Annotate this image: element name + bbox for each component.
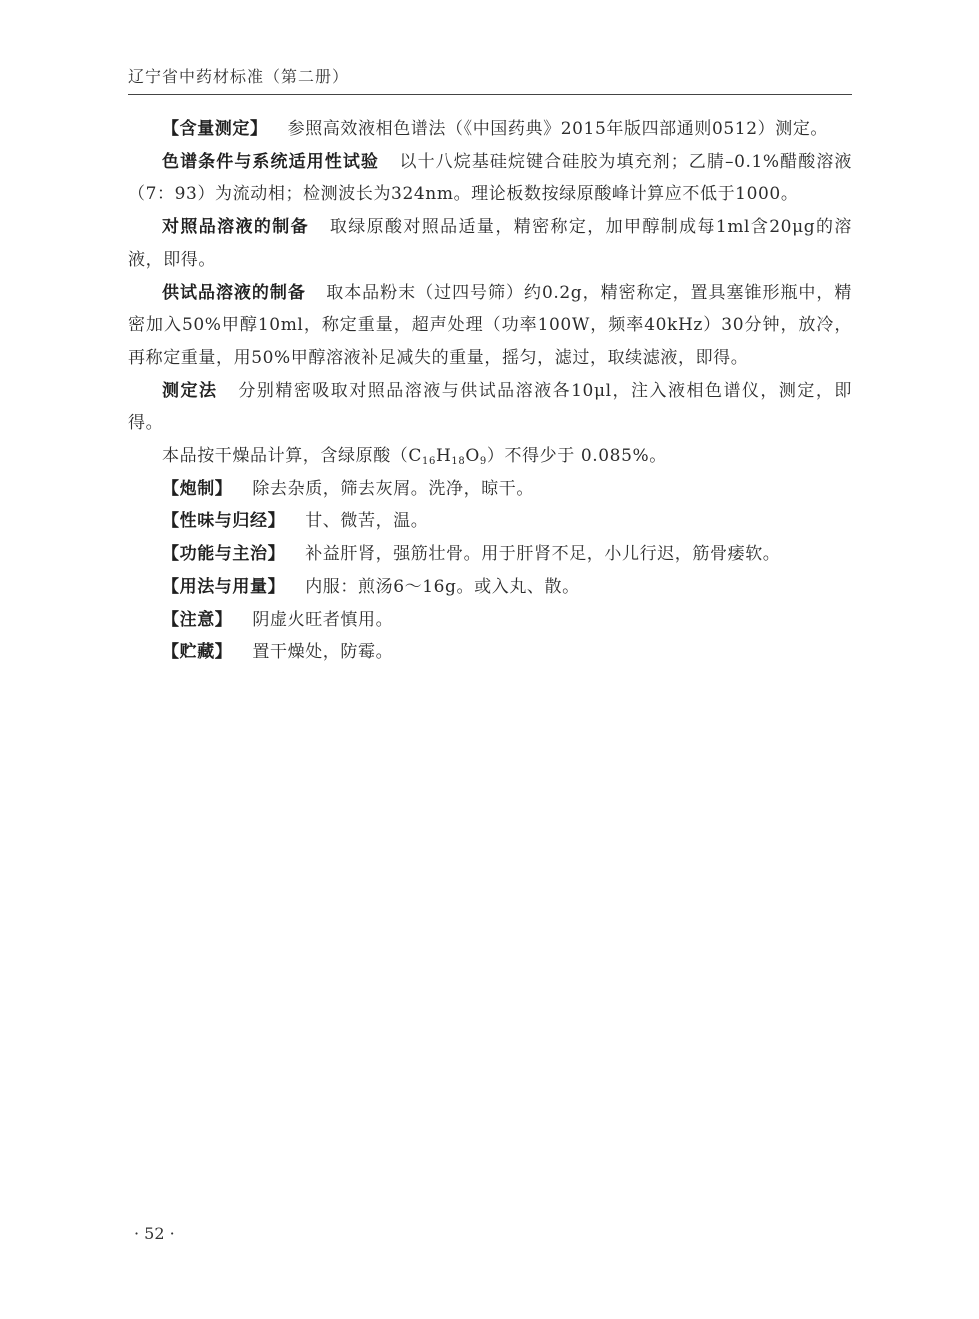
- reference-solution-heading: 对照品溶液的制备: [162, 217, 310, 238]
- caution-paragraph: [128, 604, 852, 637]
- assay-heading: 【含量测定】: [162, 119, 268, 139]
- storage-heading: 【贮藏】: [162, 642, 233, 663]
- nature-heading: 【性味与归经】: [162, 511, 286, 532]
- processing-text: 除去杂质，筛去灰屑。洗净，晾干。: [252, 478, 535, 499]
- chromatography-heading: 色谱条件与系统适用性试验: [162, 151, 379, 172]
- storage-paragraph: [128, 636, 852, 669]
- page-number: · 52 ·: [134, 1224, 175, 1243]
- formula-subscript-o: 9: [479, 456, 487, 468]
- caution-text: 阴虚火旺者慎用。: [252, 609, 394, 630]
- test-solution-text: 取本品粉末（过四号筛）约0.2g，精密称定，置具塞锥形瓶中，精密加入50%甲醇10ml，称定重量，超声处理（功率100W，频率40kHz）30分钟，放冷，再称定重量，用50%甲醇溶液补足减失的重量，摇匀，滤过，取续滤液，即得。: [128, 282, 852, 368]
- storage-text: 置干燥处，防霉。: [252, 642, 394, 663]
- function-paragraph: [128, 538, 852, 571]
- chromatography-text: 以十八烷基硅烷键合硅胶为填充剂；乙腈–0.1%醋酸溶液（7：93）为流动相；检测波长为324nm。理论板数按绿原酸峰计算应不低于1000。: [128, 151, 852, 205]
- reference-solution-text: 取绿原酸对照品适量，精密称定，加甲醇制成每1ml含20μg的溶液，即得。: [128, 217, 852, 270]
- formula-subscript-h: 18: [451, 456, 466, 468]
- nature-text: 甘、微苦，温。: [305, 511, 429, 532]
- method-paragraph: [128, 375, 852, 440]
- usage-text: 内服：煎汤6～16g。或入丸、散。: [305, 576, 580, 597]
- method-heading: 测定法: [162, 380, 218, 401]
- formula-subscript-c: 16: [422, 456, 436, 468]
- chromatography-paragraph: [128, 146, 852, 211]
- reference-solution-paragraph: [128, 211, 852, 276]
- caution-heading: 【注意】: [162, 609, 233, 630]
- document-body: [128, 113, 852, 669]
- assay-paragraph: [128, 113, 852, 146]
- nature-paragraph: [128, 505, 852, 538]
- usage-paragraph: [128, 571, 852, 604]
- processing-paragraph: [128, 473, 852, 506]
- limit-text-before: 本品按干燥品计算，含绿原酸（C: [162, 446, 423, 467]
- function-text: 补益肝肾，强筋壮骨。用于肝肾不足，小儿行迟，筋骨痿软。: [305, 544, 781, 565]
- test-solution-paragraph: [128, 277, 852, 375]
- limit-paragraph: [128, 440, 852, 473]
- method-text: 分别精密吸取对照品溶液与供试品溶液各10μl，注入液相色谱仪，测定，即得。: [128, 380, 852, 434]
- running-header: 辽宁省中药材标准（第二册）: [128, 67, 350, 86]
- formula-h: H: [435, 446, 452, 467]
- function-heading: 【功能与主治】: [162, 544, 286, 565]
- limit-text-after: ）不得少于 0.085%。: [486, 446, 667, 467]
- assay-text: 参照高效液相色谱法（《中国药典》2015年版四部通则0512）测定。: [287, 119, 829, 139]
- usage-heading: 【用法与用量】: [162, 576, 286, 597]
- formula-o: O: [465, 446, 480, 467]
- header-divider: [128, 94, 852, 95]
- test-solution-heading: 供试品溶液的制备: [162, 282, 306, 303]
- processing-heading: 【炮制】: [162, 478, 233, 499]
